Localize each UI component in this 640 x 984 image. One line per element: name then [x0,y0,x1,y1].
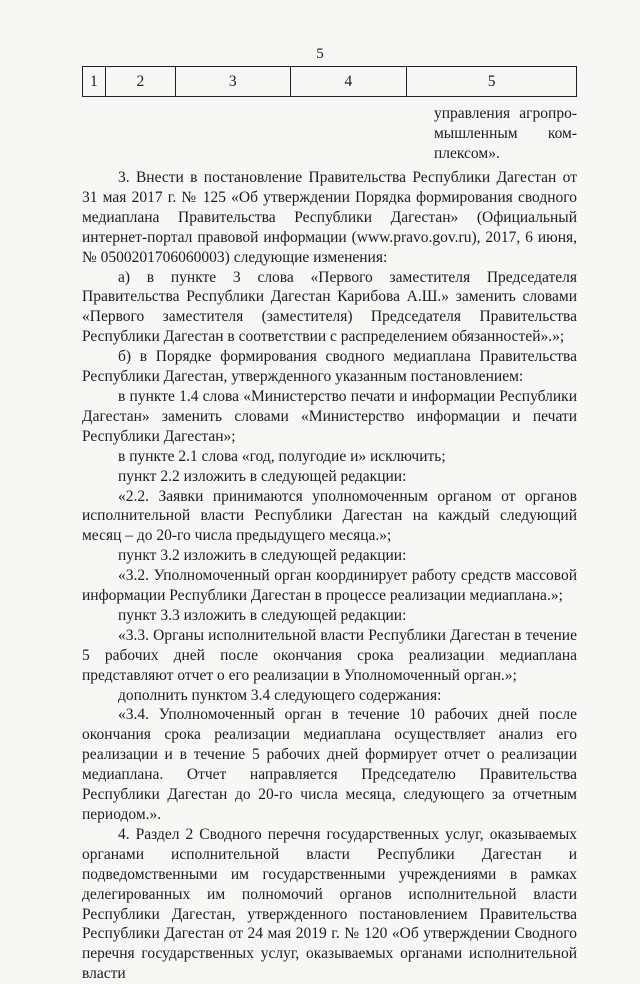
paragraph-clause-2-2-intro: пункт 2.2 изложить в следующей редакции: [118,467,407,485]
paragraph-clause-2-2-text: «2.2. Заявки принимаются уполномоченным органом от органов исполнительной власти Республики Дагестан на каждый следующий месяц – до 20-го числа предыдущего месяца.»; [82,487,577,545]
column-number-3: 3 [175,67,290,97]
paragraph-clause-3-3-text: «3.3. Органы исполнительной власти Республики Дагестан в течение 5 рабочих дней после окончания срока реализации медиаплана представляют отчет о его реализации в Уполномоченный орган.»; [82,626,577,684]
paragraph-clause-3-4-intro: дополнить пунктом 3.4 следующего содержания: [118,686,442,704]
table-carry-over-text [434,104,577,164]
column-number-2: 2 [105,67,175,97]
paragraph-clause-2-1: в пункте 2.1 слова «год, полугодие и» исключить; [118,447,446,465]
paragraph-clause-1-4: в пункте 1.4 слова «Министерство печати и информации Республики Дагестан» заменить словами «Министерство информации и печати Республики Дагестан»; [82,387,577,445]
carry-line: управления агропро- [434,105,577,122]
column-number-1: 1 [83,67,106,97]
paragraph-clause-3-3-intro: пункт 3.3 изложить в следующей редакции: [118,606,407,624]
paragraph-clause-3-4-text: «3.4. Уполномоченный орган в течение 10 рабочих дней после окончания срока реализации медиаплана осуществляет анализ его реализации и в течение 5 рабочих дней формирует отчет о реализации медиаплана. Отчет направляется Председателю Правительства Республики Дагестан до 20-го числа месяца, следующего за отчетным периодом.». [82,706,577,823]
paragraph-item-3: 3. Внести в постановление Правительства Республики Дагестан от 31 мая 2017 г. № 125 «Об утверждении Порядка формирования сводного медиаплана Правительства Республики Дагестан» (Официальный интернет-портал правовой информации (www.pravo.gov.ru), 2017, 6 июня, № 0500201706060003) следующие изменения: [82,169,577,266]
paragraph-clause-3-2-intro: пункт 3.2 изложить в следующей редакции: [118,547,407,565]
document-body [82,168,577,984]
page-number: 5 [316,46,324,62]
column-number-4: 4 [290,67,407,97]
carry-line: мышленным ком- [434,125,577,142]
paragraph-item-4: 4. Раздел 2 Сводного перечня государственных услуг, оказываемых органами исполнительной власти Республики Дагестан и подведомственными им государственными учреждениями в рамках делегированных им полномочий органов исполнительной власти Республики Дагестан, утвержденного постановлением Правительства Республики Дагестан от 24 мая 2019 г. № 120 «Об утверждении Сводного перечня государственных услуг, оказываемых органами исполнительной власти [82,825,577,983]
column-number-5: 5 [407,67,577,97]
column-header-table [82,66,577,97]
carry-line: плексом». [434,145,500,162]
table-row [83,67,577,97]
paragraph-subitem-b: б) в Порядке формирования сводного медиаплана Правительства Республики Дагестан, утвержденного указанным постановлением: [82,348,577,386]
paragraph-subitem-a: а) в пункте 3 слова «Первого заместителя Председателя Правительства Республики Дагестан Карибова А.Ш.» заменить словами «Первого заместителя (заместителя) Председателя Правительства Республики Дагестан в соответствии с распределением обязанностей».»; [82,268,577,346]
paragraph-clause-3-2-text: «3.2. Уполномоченный орган координирует работу средств массовой информации Республики Дагестан в процессе реализации медиаплана.»; [82,567,577,605]
